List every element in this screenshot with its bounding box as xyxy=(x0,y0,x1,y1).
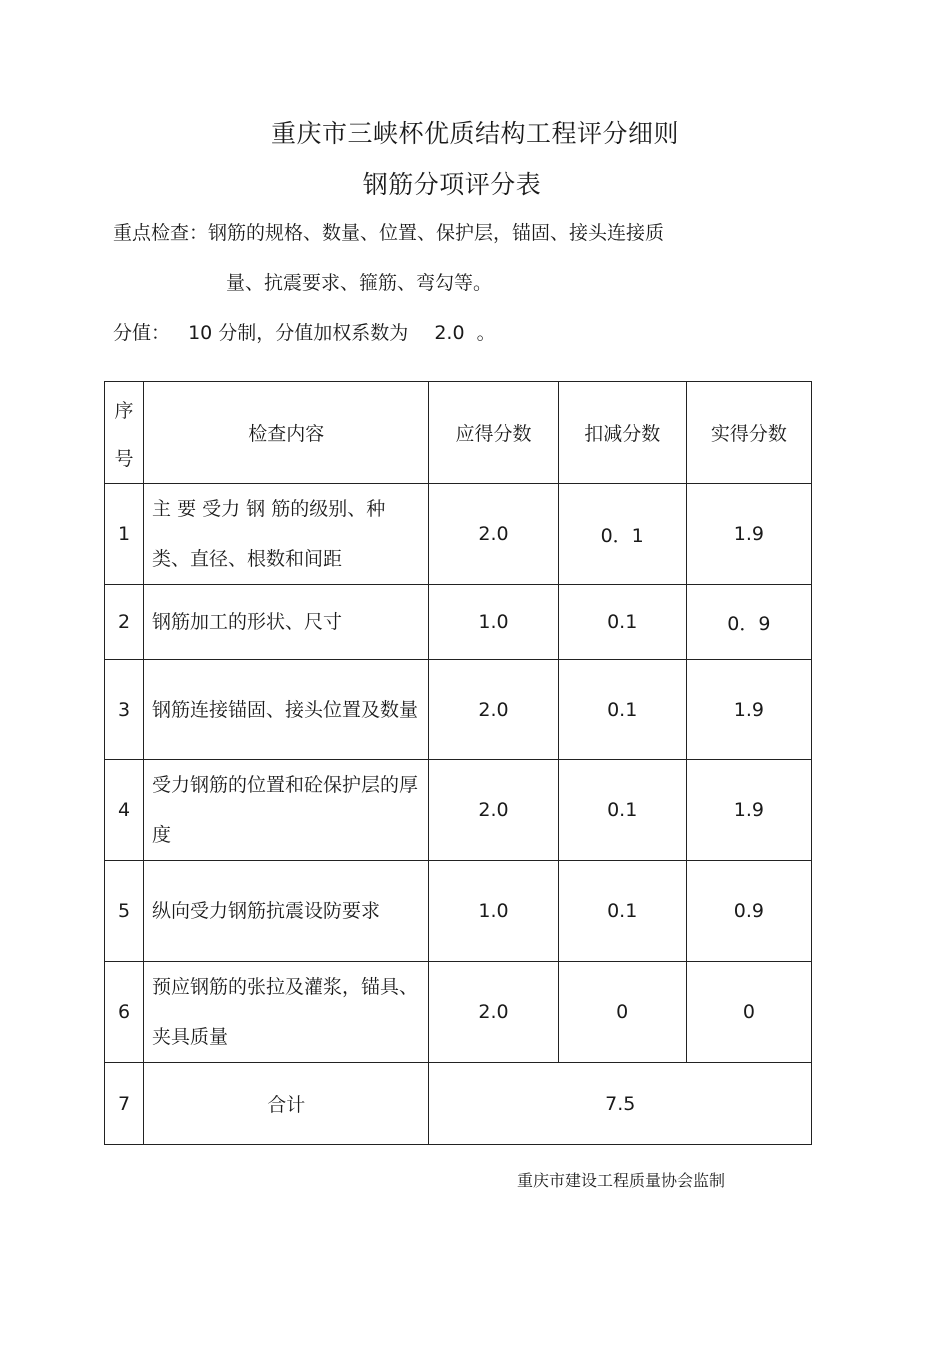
total-seq: 7 xyxy=(105,1063,144,1145)
row-content-text: 纵向受力钢筋抗震设防要求 xyxy=(152,900,381,922)
table-row xyxy=(105,484,812,585)
total-value: 7.5 xyxy=(429,1063,812,1145)
row-content xyxy=(144,484,429,585)
header-due-score: 应得分数 xyxy=(429,382,558,484)
row-content xyxy=(144,861,429,962)
header-content: 检查内容 xyxy=(144,382,429,484)
row-due-score: 2.0 xyxy=(429,760,558,861)
page-title: 重庆市三峡杯优质结构工程评分细则 xyxy=(270,119,679,148)
row-actual-score: 1.9 xyxy=(686,484,811,585)
row-content-text: 主 要 受力 钢 筋的级别、种类、直径、根数和间距 xyxy=(152,498,386,570)
row-due-score: 1.0 xyxy=(429,585,558,660)
row-actual-score: 1.9 xyxy=(686,760,811,861)
row-due-score: 1.0 xyxy=(429,861,558,962)
row-content-text: 受力钢筋的位置和砼保护层的厚度 xyxy=(152,774,419,846)
row-seq: 3 xyxy=(105,660,144,760)
row-deduct-score: 0．1 xyxy=(558,484,686,585)
row-seq: 4 xyxy=(105,760,144,861)
row-deduct-score: 0.1 xyxy=(558,660,686,760)
header-seq-line2: 号 xyxy=(114,447,134,470)
footer-issuer: 重庆市建设工程质量协会监制 xyxy=(517,1171,726,1190)
score-description xyxy=(113,318,496,345)
row-seq: 5 xyxy=(105,861,144,962)
score-coefficient: 2.0 xyxy=(434,322,465,344)
focus-text-line2: 量、抗震要求、箍筋、弯勾等。 xyxy=(226,272,493,294)
header-deduct-score: 扣减分数 xyxy=(558,382,686,484)
row-content xyxy=(144,760,429,861)
table-total-row xyxy=(105,1063,812,1145)
score-label: 分值： xyxy=(113,322,171,344)
row-deduct-score: 0 xyxy=(558,962,686,1063)
row-actual-score: 1.9 xyxy=(686,660,811,760)
row-actual-score: 0 xyxy=(686,962,811,1063)
row-content xyxy=(144,962,429,1063)
total-label: 合计 xyxy=(144,1063,429,1145)
row-actual-score: 0．9 xyxy=(686,585,811,660)
row-deduct-score: 0.1 xyxy=(558,585,686,660)
table-header-row xyxy=(105,382,812,484)
score-value: 10 分制，分值加权系数为 xyxy=(188,322,409,344)
row-content xyxy=(144,585,429,660)
header-seq-line1: 序 xyxy=(114,399,134,422)
table-row xyxy=(105,861,812,962)
score-end: 。 xyxy=(476,322,496,344)
row-deduct-score: 0.1 xyxy=(558,760,686,861)
row-content-text: 预应钢筋的张拉及灌浆，锚具、夹具质量 xyxy=(152,976,419,1048)
table-row xyxy=(105,660,812,760)
score-table xyxy=(104,381,812,1145)
table-row xyxy=(105,760,812,861)
row-due-score: 2.0 xyxy=(429,962,558,1063)
row-actual-score: 0.9 xyxy=(686,861,811,962)
row-content-text: 钢筋连接锚固、接头位置及数量 xyxy=(152,698,419,721)
row-content-text: 钢筋加工的形状、尺寸 xyxy=(152,611,343,633)
header-actual-score: 实得分数 xyxy=(686,382,811,484)
row-seq: 2 xyxy=(105,585,144,660)
table-row xyxy=(105,962,812,1063)
focus-text-line1: 重点检查：钢筋的规格、数量、位置、保护层，锚固、接头连接质 xyxy=(113,222,665,244)
table-row xyxy=(105,585,812,660)
row-content xyxy=(144,660,429,760)
row-due-score: 2.0 xyxy=(429,484,558,585)
page-subtitle: 钢筋分项评分表 xyxy=(362,170,542,199)
row-seq: 6 xyxy=(105,962,144,1063)
row-due-score: 2.0 xyxy=(429,660,558,760)
row-deduct-score: 0.1 xyxy=(558,861,686,962)
header-seq xyxy=(105,382,144,484)
row-seq: 1 xyxy=(105,484,144,585)
